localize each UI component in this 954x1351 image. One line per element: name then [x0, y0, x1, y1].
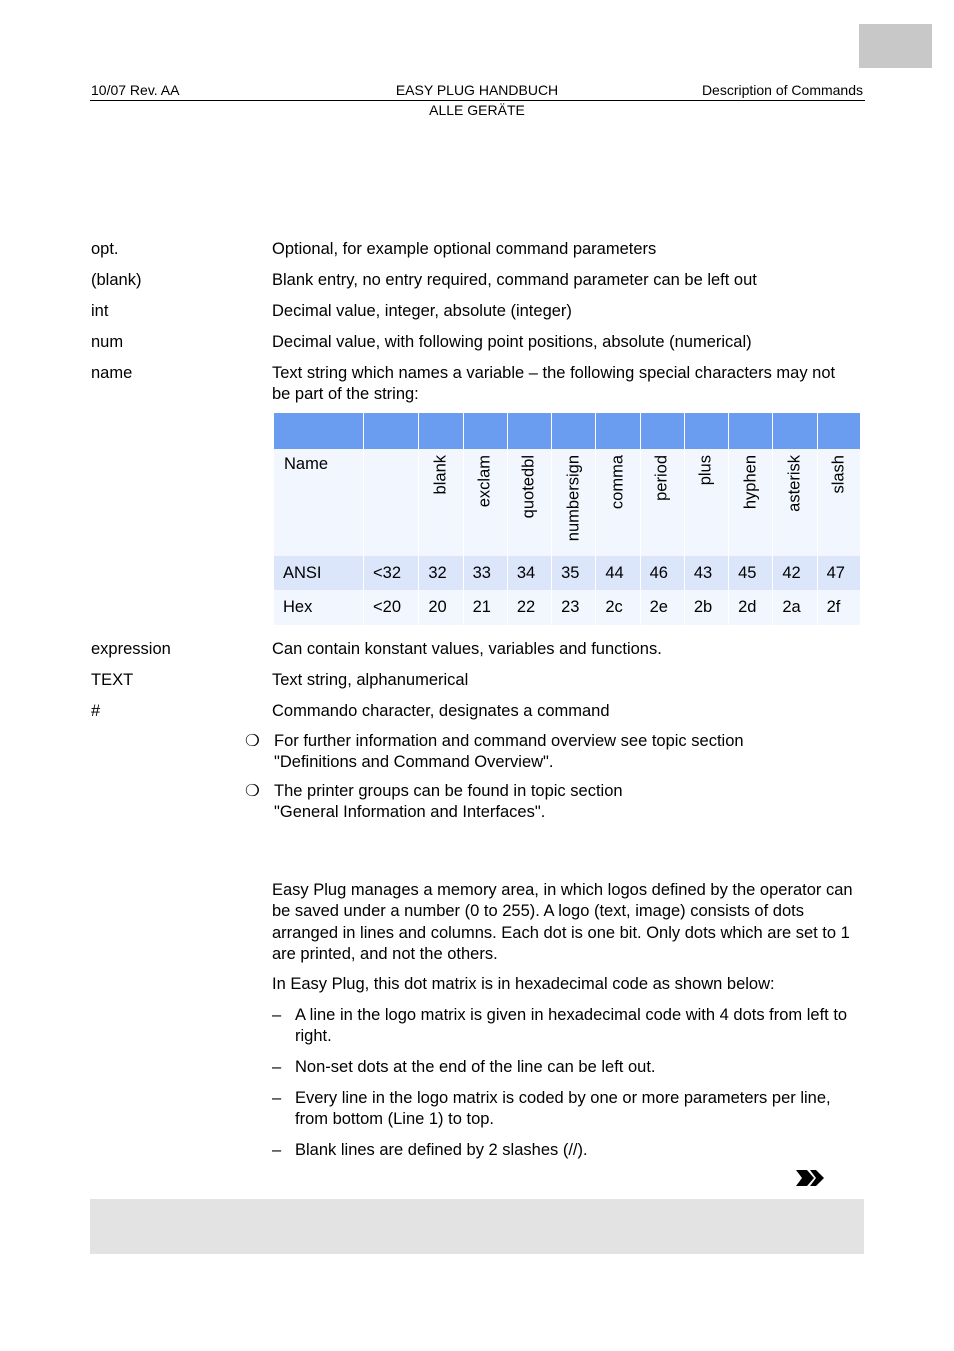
term-blank: (blank)	[91, 271, 142, 289]
ansi-cell: <32	[364, 556, 419, 590]
char-name: asterisk	[785, 455, 804, 512]
char-name: plus	[696, 455, 715, 486]
hex-cell: 22	[507, 590, 551, 625]
footer-bar	[90, 1199, 864, 1254]
def-blank: Blank entry, no entry required, command parameter can be left out	[272, 271, 757, 289]
table-hex-row	[274, 590, 861, 625]
dash-bullet: –	[272, 1141, 282, 1159]
hex-cell: 2f	[817, 590, 860, 625]
note-2	[274, 781, 864, 823]
ansi-cell: 43	[684, 556, 728, 590]
def-opt: Optional, for example optional command parameters	[272, 240, 657, 258]
logo-list-item-3: Every line in the logo matrix is coded by one or more parameters per line, from bottom (Line 1) to top.	[295, 1089, 831, 1128]
special-characters-table	[274, 413, 861, 625]
ansi-cell: 45	[729, 556, 773, 590]
ansi-cell: 35	[552, 556, 596, 590]
double-arrow-right-icon	[795, 1168, 829, 1188]
logo-paragraph-2: In Easy Plug, this dot matrix is in hexadecimal code as shown below:	[272, 975, 775, 993]
char-name: slash	[829, 455, 848, 494]
header-title: EASY PLUG HANDBUCH	[395, 82, 559, 98]
dash-bullet: –	[272, 1006, 282, 1024]
def-hash: Commando character, designates a command	[272, 702, 610, 720]
char-name: exclam	[475, 455, 494, 508]
char-name: blank	[431, 455, 450, 495]
note-2-line2: "General Information and Interfaces".	[274, 803, 546, 821]
header-rule	[90, 100, 865, 101]
def-name: Text string which names a variable – the following special characters may not be part of the string:	[272, 364, 836, 403]
header-subtitle: ALLE GERÄTE	[429, 102, 525, 118]
def-expression: Can contain konstant values, variables and functions.	[272, 640, 662, 658]
note-2-line1: The printer groups can be found in topic section	[274, 782, 623, 800]
hex-cell: 21	[463, 590, 507, 625]
hex-cell: 2a	[773, 590, 817, 625]
ansi-cell: 34	[507, 556, 551, 590]
hex-cell: 2d	[729, 590, 773, 625]
def-num: Decimal value, with following point positions, absolute (numerical)	[272, 333, 752, 351]
ansi-row-label: ANSI	[274, 556, 364, 590]
note-1-line2: "Definitions and Command Overview".	[274, 753, 554, 771]
def-int: Decimal value, integer, absolute (integer)	[272, 302, 572, 320]
header-revision: 10/07 Rev. AA	[91, 82, 180, 98]
ansi-cell: 33	[463, 556, 507, 590]
ansi-cell: 46	[640, 556, 684, 590]
term-num: num	[91, 333, 124, 351]
hex-cell: 2e	[640, 590, 684, 625]
circle-bullet-icon: ❍	[245, 732, 260, 750]
dash-bullet: –	[272, 1089, 282, 1107]
char-name: quotedbl	[519, 455, 538, 519]
char-name: comma	[608, 455, 627, 510]
logo-list-item-4: Blank lines are defined by 2 slashes (//).	[295, 1141, 588, 1159]
term-expression: expression	[91, 640, 171, 658]
term-text: TEXT	[91, 671, 134, 689]
char-name: hyphen	[741, 455, 760, 510]
table-ansi-row	[274, 556, 861, 590]
term-opt: opt.	[91, 240, 119, 258]
logo-list-item-1: A line in the logo matrix is given in hexadecimal code with 4 dots from left to right.	[295, 1006, 848, 1045]
ansi-cell: 47	[817, 556, 860, 590]
name-row-label: Name	[284, 455, 329, 473]
term-name: name	[91, 364, 133, 382]
hex-cell: 23	[552, 590, 596, 625]
logo-paragraph-1: Easy Plug manages a memory area, in which logos defined by the operator can be saved under a number (0 to 255). A logo (text, image) consists of dots arranged in lines and columns. Each dot is one bit. Only dots which are set to 1 are printed, and not the others.	[272, 881, 853, 963]
hex-row-label: Hex	[274, 590, 364, 625]
hex-cell: 20	[419, 590, 463, 625]
note-1	[274, 731, 864, 773]
char-name: numbersign	[564, 455, 583, 542]
dash-bullet: –	[272, 1058, 282, 1076]
def-text: Text string, alphanumerical	[272, 671, 469, 689]
term-hash: #	[91, 702, 101, 720]
hex-cell: <20	[364, 590, 419, 625]
ansi-cell: 32	[419, 556, 463, 590]
logo-list-item-2: Non-set dots at the end of the line can be left out.	[295, 1058, 656, 1076]
note-1-line1: For further information and command overview see topic section	[274, 732, 744, 750]
corner-tab	[859, 24, 932, 68]
ansi-cell: 42	[773, 556, 817, 590]
header-section: Description of Commands	[701, 82, 863, 98]
ansi-cell: 44	[596, 556, 640, 590]
table-name-row	[274, 449, 861, 556]
hex-cell: 2c	[596, 590, 640, 625]
hex-cell: 2b	[684, 590, 728, 625]
table-header-row	[274, 413, 861, 449]
term-int: int	[91, 302, 109, 320]
char-name: period	[652, 455, 671, 501]
circle-bullet-icon: ❍	[245, 782, 260, 800]
